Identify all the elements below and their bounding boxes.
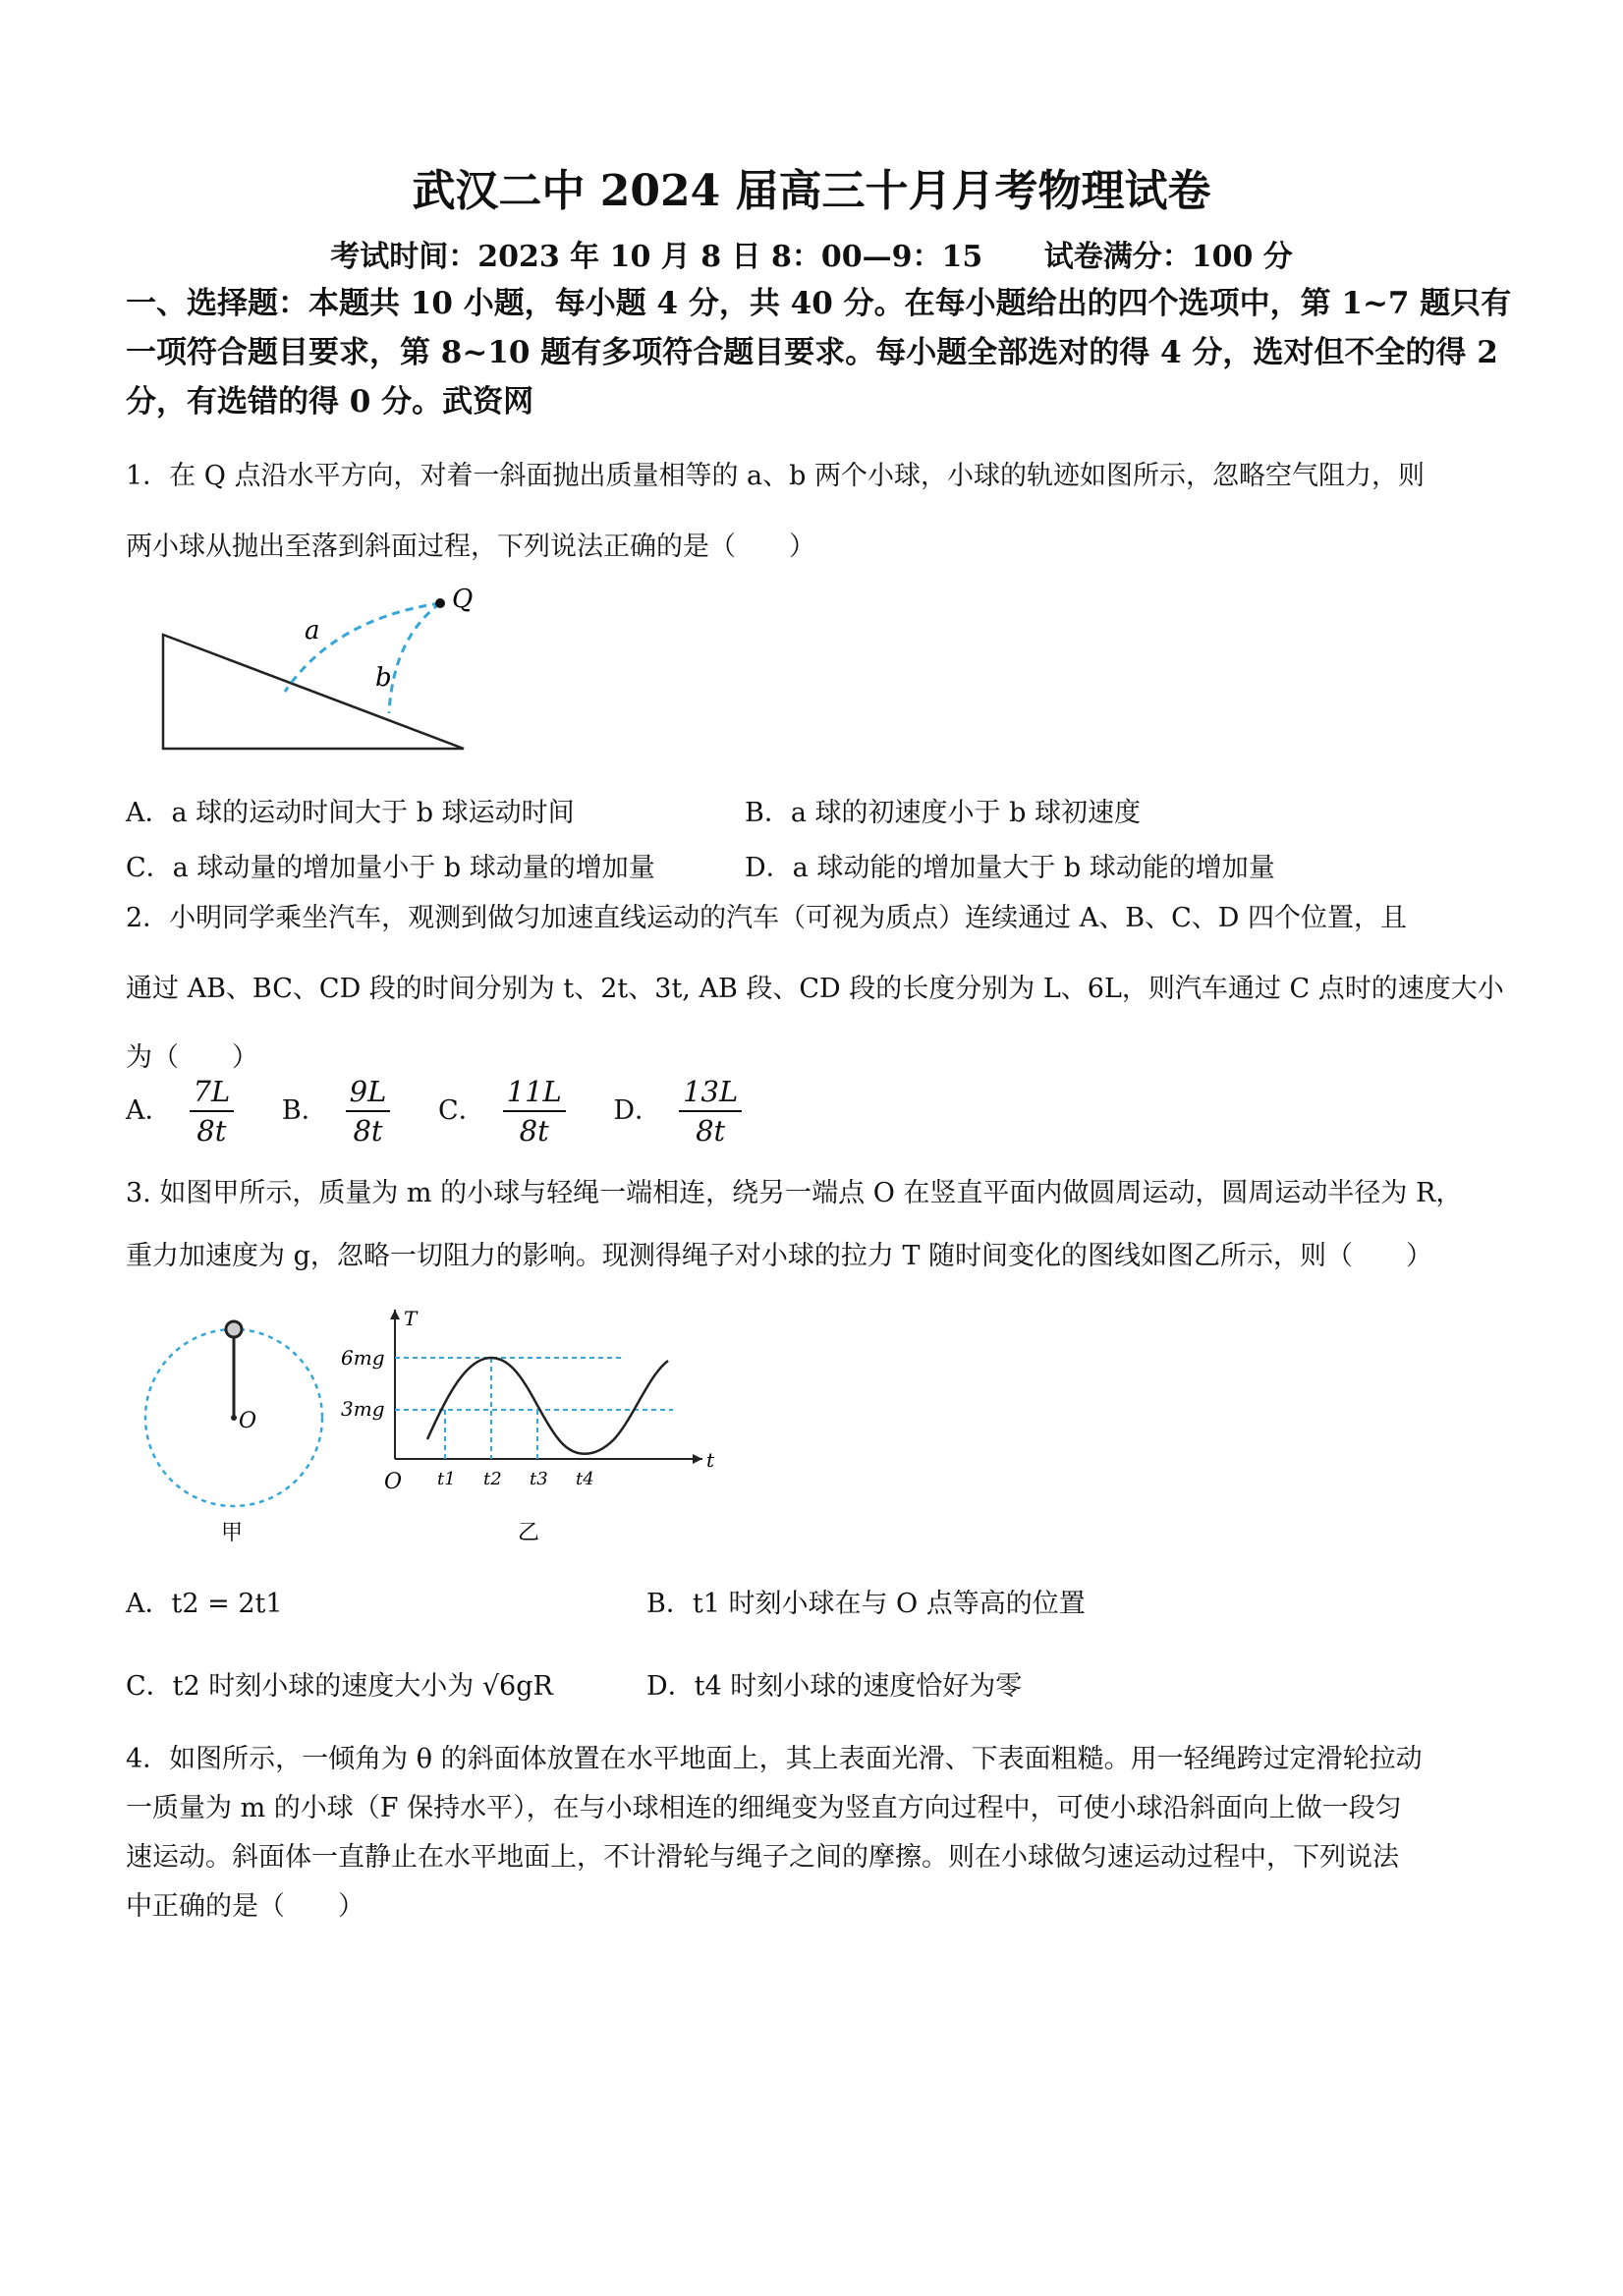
T-axis-arrow [390, 1310, 400, 1319]
label-T: T [404, 1307, 418, 1330]
q1-option-d[interactable]: D．a 球动能的增加量大于 b 球动能的增加量 [745, 853, 1275, 883]
q3-option-d[interactable]: D．t4 时刻小球的速度恰好为零 [646, 1671, 1023, 1702]
pivot-o [231, 1415, 237, 1421]
section-instructions: 一、选择题：本题共 10 小题，每小题 4 分，共 40 分。在每小题给出的四个选项中，第 1~7 题只有一项符合题目要求，第 8~10 题有多项符合题目要求。每小题全部选对的得 4 分，选对但不全的得 2 分，有选错的得 0 分。武资网 [126, 286, 1512, 420]
label-o-yi: O [384, 1470, 403, 1494]
q2-stem-line2: 通过 AB、BC、CD 段的时间分别为 t、2t、3t, AB 段、CD 段的长度分别为 L、6L，则汽车通过 C 点时的速度大小 [126, 974, 1504, 1004]
label-t: t [706, 1448, 715, 1472]
full-score: 试卷满分：100 分 [1043, 240, 1293, 274]
q2-option-d-den: 8t [696, 1114, 726, 1148]
label-jia: 甲 [221, 1521, 244, 1545]
q4-stem-line3: 速运动。斜面体一直静止在水平地面上，不计滑轮与绳子之间的摩擦。则在小球做匀速运动过程中，下列说法 [126, 1842, 1399, 1873]
q2-option-b-num: 9L [346, 1073, 391, 1112]
point-q [435, 598, 445, 608]
q4-stem-line1: 4．如图所示，一倾角为 θ 的斜面体放置在水平地面上，其上表面光滑、下表面粗糙。用一轻绳跨过定滑轮拉动 [126, 1744, 1423, 1774]
q2-option-d[interactable] [613, 1075, 781, 1148]
q2-option-b-label: B． [281, 1094, 328, 1126]
q2-stem-line3: 为（ ） [126, 1042, 258, 1073]
ball [226, 1321, 242, 1337]
q1-option-c[interactable]: C．a 球动量的增加量小于 b 球动量的增加量 [126, 853, 655, 883]
q1-option-b[interactable]: B．a 球的初速度小于 b 球初速度 [745, 798, 1141, 828]
q2-option-c-num: 11L [503, 1073, 566, 1112]
q2-option-b-fraction [346, 1073, 391, 1149]
q2-option-a-den: 8t [196, 1114, 227, 1148]
q2-option-d-num: 13L [679, 1073, 742, 1112]
q4-stem-line2: 一质量为 m 的小球（F 保持水平），在与小球相连的细绳变为竖直方向过程中，可使小球沿斜面向上做一段匀 [126, 1793, 1402, 1823]
q3-option-a[interactable]: A．t2 = 2t1 [126, 1589, 283, 1619]
incline-triangle [163, 635, 464, 749]
q2-option-a-label: A． [126, 1094, 172, 1126]
q2-option-b-den: 8t [353, 1114, 383, 1148]
q2-option-a[interactable] [126, 1075, 282, 1148]
q2-option-c[interactable] [437, 1075, 613, 1148]
trajectory-b [389, 603, 440, 713]
q3-stem-line2: 重力加速度为 g，忽略一切阻力的影响。现测得绳子对小球的拉力 T 随时间变化的图线如图乙所示，则（ ） [126, 1241, 1433, 1271]
q4-stem-line4: 中正确的是（ ） [126, 1891, 364, 1922]
q2-option-b[interactable] [281, 1075, 438, 1148]
label-3mg: 3mg [341, 1397, 385, 1421]
label-a: a [305, 616, 320, 645]
label-6mg: 6mg [341, 1346, 385, 1370]
q1-stem-line2: 两小球从抛出至落到斜面过程，下列说法正确的是（ ） [126, 532, 815, 562]
q2-option-d-fraction [679, 1073, 742, 1149]
label-q: Q [452, 585, 474, 614]
q2-options [126, 1073, 781, 1149]
q2-option-c-den: 8t [519, 1114, 549, 1148]
exam-title: 武汉二中 2024 届高三十月月考物理试卷 [412, 166, 1211, 216]
label-t2: t2 [483, 1469, 502, 1489]
q1-stem-line1: 1．在 Q 点沿水平方向，对着一斜面抛出质量相等的 a、b 两个小球，小球的轨迹如图所示，忽略空气阻力，则 [126, 461, 1426, 491]
exam-time: 考试时间：2023 年 10 月 8 日 8：00—9：15 [330, 240, 983, 274]
q3-option-b[interactable]: B．t1 时刻小球在与 O 点等高的位置 [646, 1589, 1086, 1619]
q2-stem-line1: 2．小明同学乘坐汽车，观测到做匀加速直线运动的汽车（可视为质点）连续通过 A、B、C、D 四个位置，且 [126, 903, 1407, 933]
q3-option-c[interactable]: C．t2 时刻小球的速度大小为 √6gR [126, 1671, 553, 1702]
q1-option-a[interactable]: A．a 球的运动时间大于 b 球运动时间 [126, 798, 575, 828]
t-axis-arrow [693, 1454, 702, 1464]
q3-figure [133, 1302, 722, 1547]
q2-option-d-label: D． [613, 1094, 662, 1126]
label-b: b [375, 663, 392, 693]
exam-meta [0, 232, 1623, 275]
tension-curve [427, 1358, 668, 1454]
label-t4: t4 [576, 1469, 594, 1489]
label-t3: t3 [530, 1469, 548, 1489]
q2-option-c-fraction [503, 1073, 566, 1149]
q1-incline-figure [157, 580, 491, 756]
q3-stem-line1: 3. 如图甲所示，质量为 m 的小球与轻绳一端相连，绕另一端点 O 在竖直平面内做圆周运动，圆周运动半径为 R， [126, 1178, 1463, 1208]
q2-option-a-num: 7L [190, 1073, 235, 1112]
label-yi: 乙 [518, 1521, 540, 1545]
q2-option-a-fraction [190, 1073, 235, 1149]
q2-option-c-label: C． [437, 1094, 485, 1126]
label-o-jia: O [239, 1409, 257, 1433]
label-t1: t1 [437, 1469, 456, 1489]
